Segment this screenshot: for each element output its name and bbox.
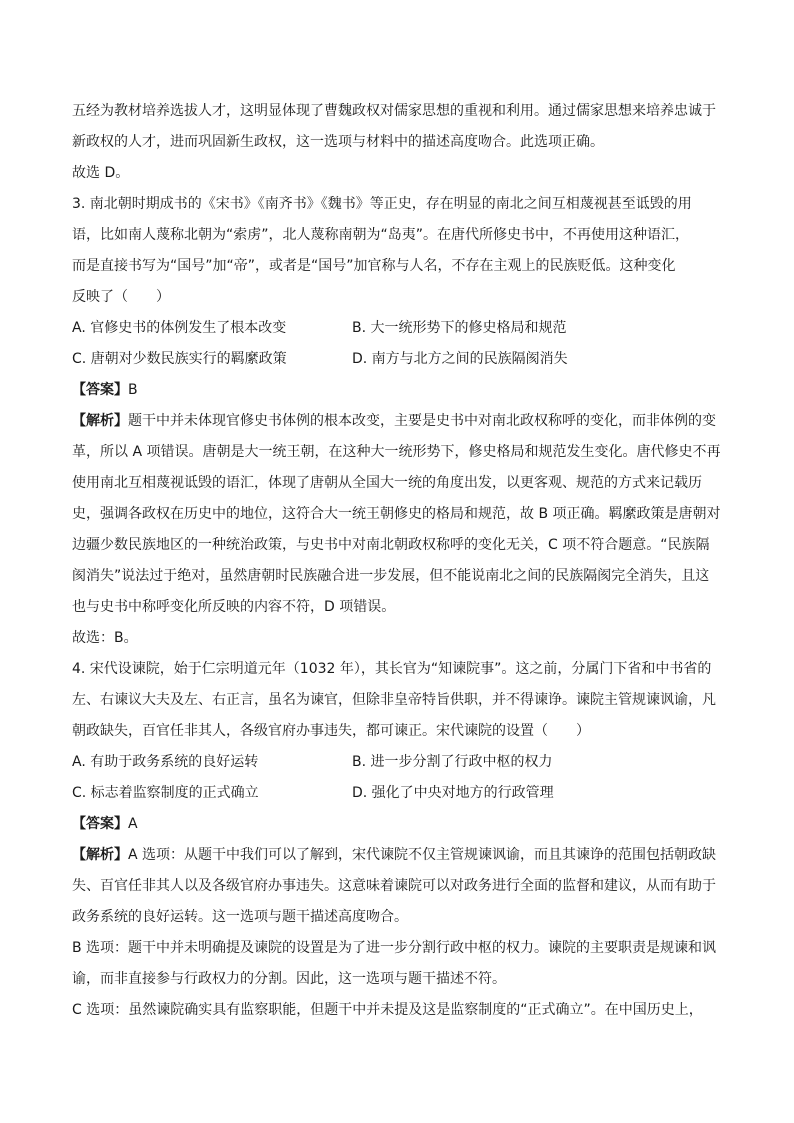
answer-value: A — [128, 816, 138, 832]
analysis-line: 阂消失”说法过于绝对，虽然唐朝时民族融合进一步发展，但不能说南北之间的民族隔阂完全消失，且这 — [72, 568, 710, 584]
question-4-line: 朝政缺失，百官任非其人，各级官府办事违失，都可谏正。宋代谏院的设置（ ） — [72, 723, 590, 739]
answer-line — [72, 375, 722, 406]
option-b: B. 进一步分割了行政中枢的权力 — [352, 754, 553, 770]
analysis-line: 革，所以 A 项错误。唐朝是大一统王朝，在这种大一统形势下，修史格局和规范发生变化。唐代修史不再 — [72, 444, 721, 460]
answer-tag: 【答案】 — [72, 382, 128, 398]
question-3-line: 而是直接书写为“国号”加“帝”，或者是“国号”加官称与人名，不存在主观上的民族贬低。这种变化 — [72, 258, 676, 274]
question-4-options-row-1 — [72, 747, 722, 778]
analysis-line — [72, 406, 722, 437]
analysis-tag: 【解析】 — [72, 847, 128, 863]
analysis-line: 边疆少数民族地区的一种统治政策，与史书中对南北朝政权称呼的变化无关，C 项不符合题意。“民族隔 — [72, 537, 710, 553]
question-3-line: 语，比如南人蔑称北朝为“索虏”，北人蔑称南朝为“岛夷”。在唐代所修史书中，不再使用这种语汇， — [72, 227, 690, 243]
analysis-line: 也与史书中称呼变化所反映的内容不符，D 项错误。 — [72, 599, 396, 615]
analysis-line: 使用南北互相蔑视诋毁的语汇，体现了唐朝从全国大一统的角度出发，以更客观、规范的方式来记载历 — [72, 475, 702, 491]
document-body — [72, 96, 722, 1026]
option-c: C. 唐朝对少数民族实行的羁縻政策 — [72, 351, 287, 367]
question-3-options-row-2 — [72, 344, 722, 375]
answer-value: B — [128, 382, 138, 398]
answer-tag: 【答案】 — [72, 816, 128, 832]
answer-line — [72, 809, 722, 840]
analysis-line: 史，强调各政权在历史中的地位，这符合大一统王朝修史的格局和规范，故 B 项正确。羁縻政策是唐朝对 — [72, 506, 721, 522]
option-b: B. 大一统形势下的修史格局和规范 — [352, 320, 567, 336]
question-4-line: 左、右谏议大夫及左、右正言，虽名为谏官，但除非皇帝特旨供职，并不得谏诤。谏院主管规谏讽谕，凡 — [72, 692, 716, 708]
paragraph-line: 五经为教材培养选拔人才，这明显体现了曹魏政权对儒家思想的重视和利用。通过儒家思想来培养忠诚于 — [72, 103, 716, 119]
question-3-line: 反映了（ ） — [72, 289, 170, 305]
option-a: A. 官修史书的体例发生了根本改变 — [72, 320, 287, 336]
option-d: D. 南方与北方之间的民族隔阂消失 — [352, 351, 568, 367]
question-3-options-row-1 — [72, 313, 722, 344]
option-d: D. 强化了中央对地方的行政管理 — [352, 785, 554, 801]
analysis-line: B 选项：题干中并未明确提及谏院的设置是为了进一步分割行政中枢的权力。谏院的主要职责是规谏和讽 — [72, 940, 717, 956]
option-c: C. 标志着监察制度的正式确立 — [72, 785, 259, 801]
choice-line: 故选 D。 — [72, 165, 130, 181]
option-a: A. 有助于政务系统的良好运转 — [72, 754, 259, 770]
analysis-line: C 选项：虽然谏院确实具有监察职能，但题干中并未提及这是监察制度的“正式确立”。在中国历史上， — [72, 1002, 703, 1018]
question-4-options-row-2 — [72, 778, 722, 809]
analysis-text: 题干中并未体现官修史书体例的根本改变，主要是史书中对南北政权称呼的变化，而非体例的变 — [128, 413, 716, 429]
analysis-text: A 选项：从题干中我们可以了解到，宋代谏院不仅主管规谏讽谕，而且其谏诤的范围包括朝政缺 — [128, 847, 717, 863]
analysis-line: 谕，而非直接参与行政权力的分割。因此，这一选项与题干描述不符。 — [72, 971, 506, 987]
paragraph-line: 新政权的人才，进而巩固新生政权，这一选项与材料中的描述高度吻合。此选项正确。 — [72, 134, 604, 150]
analysis-tag: 【解析】 — [72, 413, 128, 429]
analysis-line — [72, 840, 722, 871]
analysis-line: 政务系统的良好运转。这一选项与题干描述高度吻合。 — [72, 909, 408, 925]
analysis-line: 失、百官任非其人以及各级官府办事违失。这意味着谏院可以对政务进行全面的监督和建议，从而有助于 — [72, 878, 716, 894]
question-4-line: 4. 宋代设谏院，始于仁宗明道元年（1032 年），其长官为“知谏院事”。这之前，分属门下省和中书省的 — [72, 661, 712, 677]
choice-line: 故选：B。 — [72, 630, 138, 646]
question-3-line: 3. 南北朝时期成书的《宋书》《南齐书》《魏书》等正史，存在明显的南北之间互相蔑视甚至诋毁的用 — [72, 196, 692, 212]
